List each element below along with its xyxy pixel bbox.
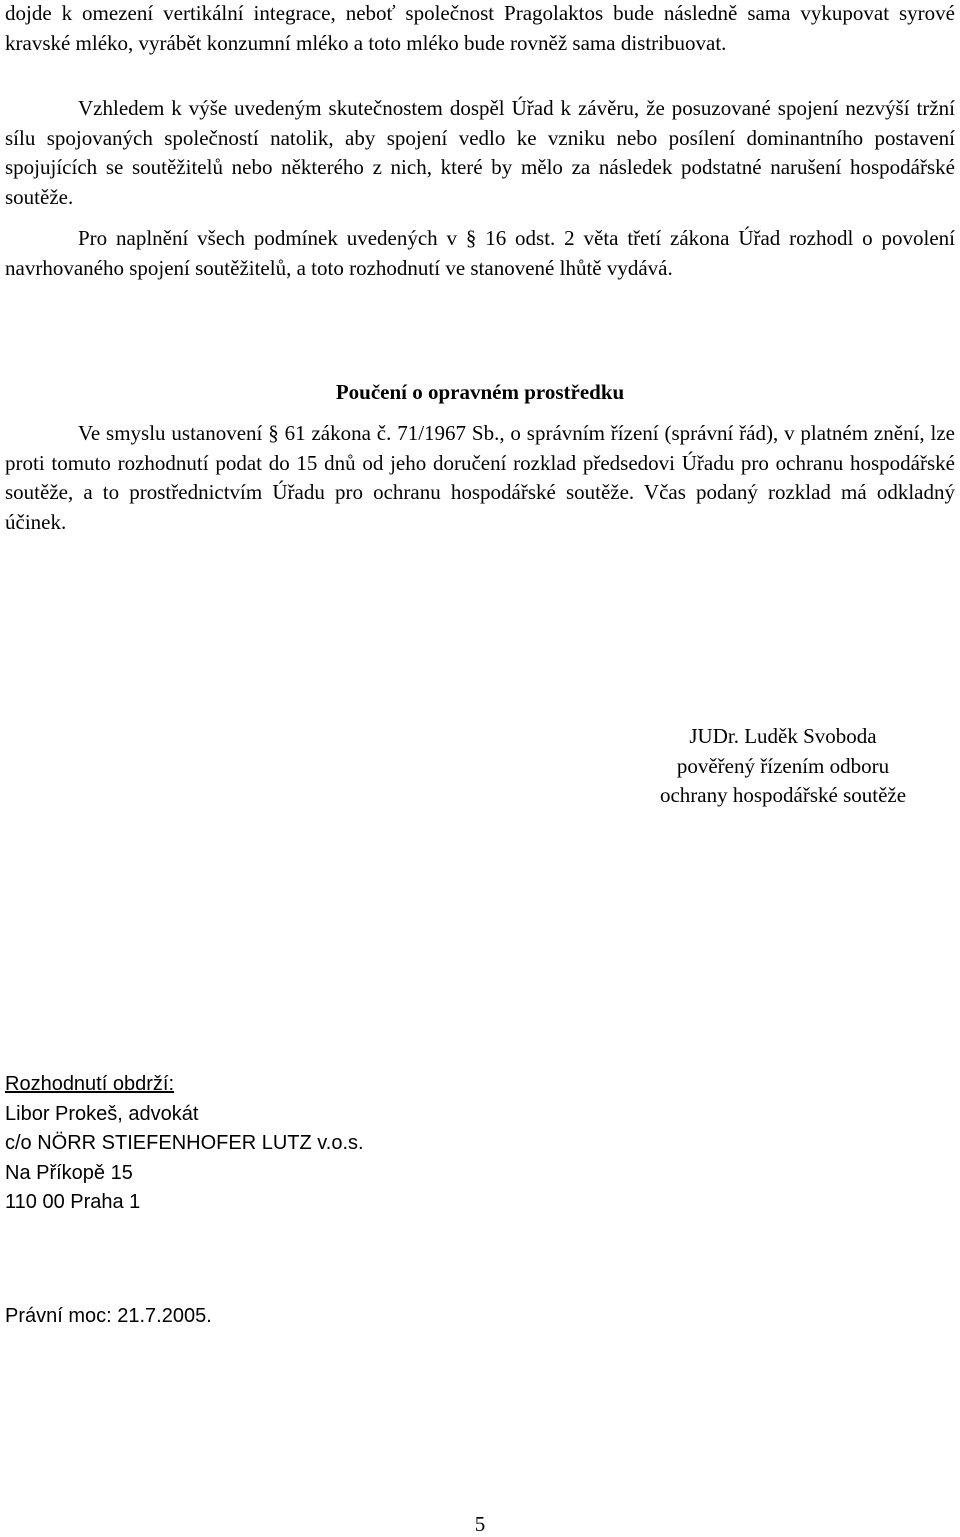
instruction-text: Ve smyslu ustanovení § 61 zákona č. 71/1967 Sb., o správním řízení (správní řád), v platném znění, lze proti tomuto rozhodnutí podat do 15 dnů od jeho doručení rozklad předsedovi Úřadu pro ochranu hospodářské soutěže, a to prostřednictvím Úřadu pro ochranu hospodářské soutěže. Včas podaný rozklad má odkladný účinek. [5, 421, 955, 534]
paragraph-vertical-integration: dojde k omezení vertikální integrace, neboť společnost Pragolaktos bude následně sama vykupovat syrové kravské mléko, vyrábět konzumní mléko a toto mléko bude rovněž sama distribuovat. [5, 1, 955, 55]
signature-block [623, 722, 943, 811]
paragraph-conclusion: Vzhledem k výše uvedeným skutečnostem dospěl Úřad k závěru, že posuzované spojení nezvýší tržní sílu spojovaných společností natolik, aby spojení vedlo ke vzniku nebo posílení dominantního postavení spojujících se soutěžitelů nebo některého z nich, které by mělo za následek podstatné narušení hospodářské soutěže. [5, 96, 955, 209]
paragraph-decision: Pro naplnění všech podmínek uvedených v § 16 odst. 2 věta třetí zákona Úřad rozhodl o povolení navrhovaného spojení soutěžitelů, a toto rozhodnutí ve stanovené lhůtě vydává. [5, 226, 955, 280]
signatory-role: pověřený řízením odboru [676, 753, 890, 778]
legal-force-date: Právní moc: 21.7.2005. [5, 1305, 212, 1327]
instruction-heading: Poučení o opravném prostředku [335, 380, 625, 404]
recipients-label: Rozhodnutí obdrží: [5, 1073, 174, 1095]
legal-force-block [5, 1302, 212, 1332]
recipients-block [5, 1070, 364, 1218]
recipient-line: Na Příkopě 15 [5, 1161, 133, 1184]
recipient-line: c/o NÖRR STIEFENHOFER LUTZ v.o.s. [5, 1132, 364, 1154]
recipient-line: Libor Prokeš, advokát [5, 1102, 199, 1125]
signatory-name: JUDr. Luděk Svoboda [689, 724, 877, 748]
page-number: 5 [474, 1512, 486, 1536]
signatory-department: ochrany hospodářské soutěže [659, 783, 907, 807]
recipient-line: 110 00 Praha 1 [5, 1191, 141, 1213]
